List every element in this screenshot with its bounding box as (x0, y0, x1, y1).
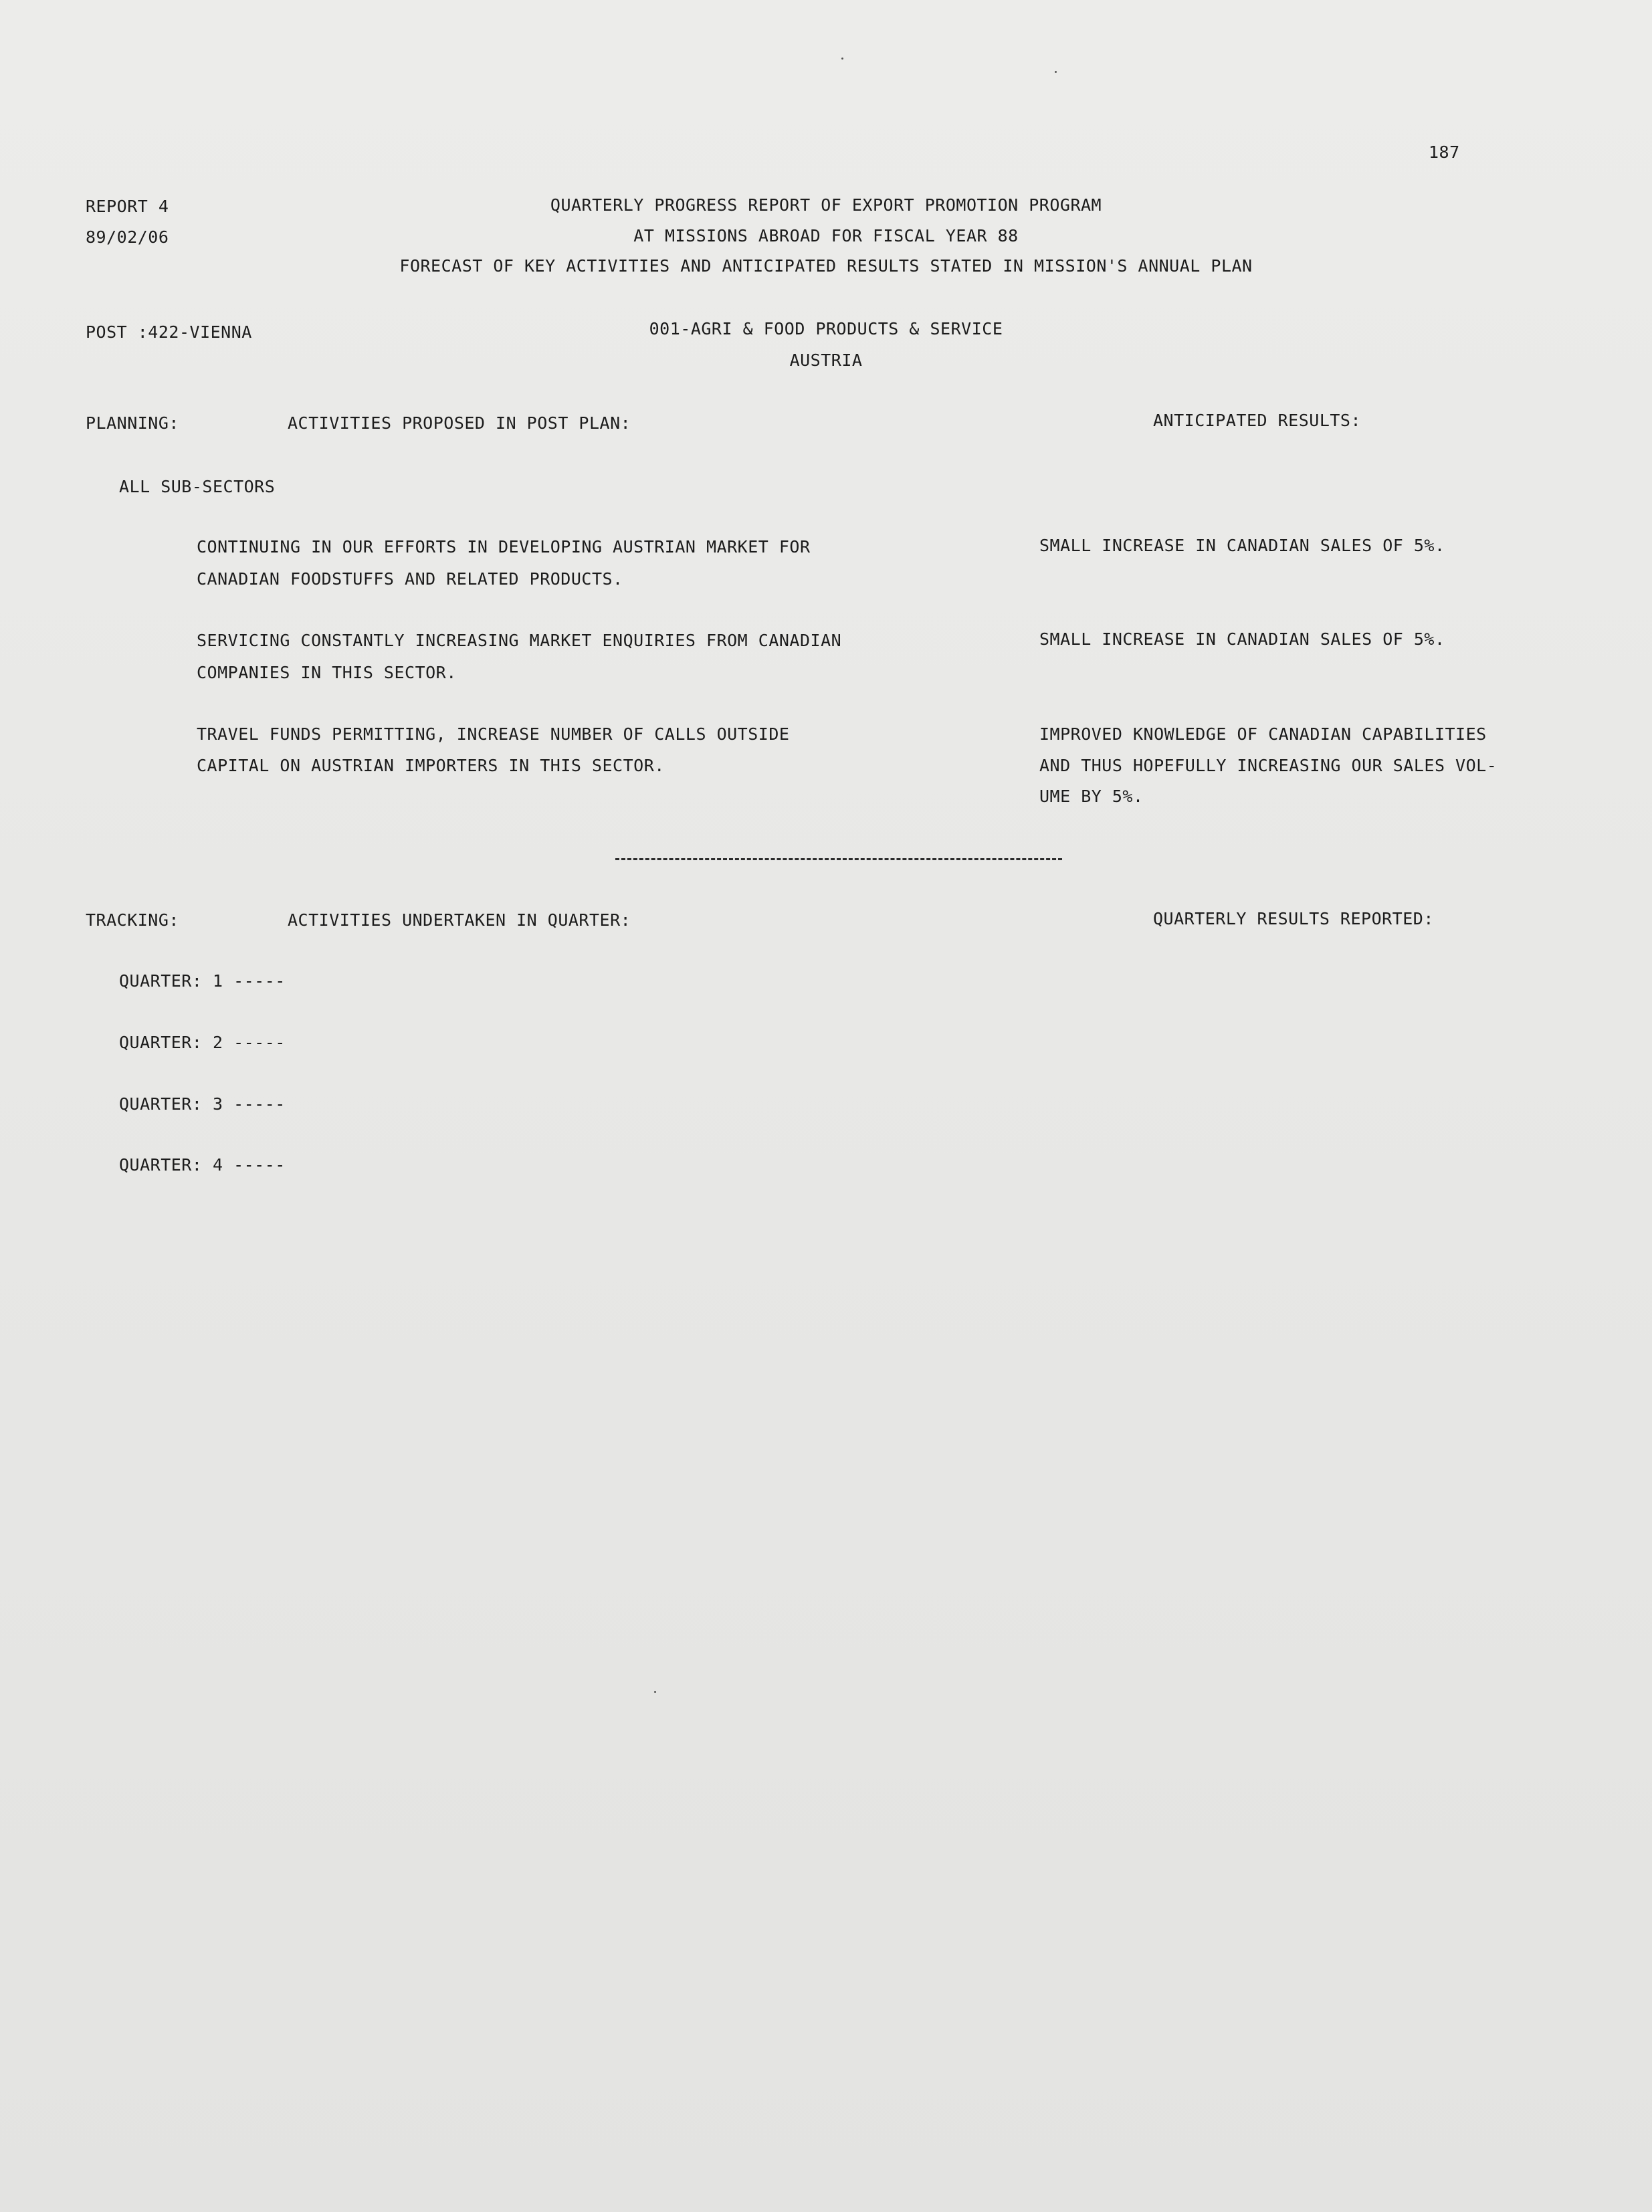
quarter-entry: QUARTER: 3 ----- (119, 1094, 286, 1114)
report-title-line-2: AT MISSIONS ABROAD FOR FISCAL YEAR 88 (633, 226, 1019, 245)
quarter-entry: QUARTER: 4 ----- (119, 1155, 286, 1175)
planning-result-line: SMALL INCREASE IN CANADIAN SALES OF 5%. (1039, 629, 1445, 649)
scan-speck (654, 1691, 656, 1693)
planning-result-line: UME BY 5%. (1039, 787, 1144, 806)
report-title-line-3: FORECAST OF KEY ACTIVITIES AND ANTICIPATED RESULTS STATED IN MISSION'S ANNUAL PLAN (399, 256, 1253, 276)
planning-results-header: ANTICIPATED RESULTS: (1153, 411, 1362, 430)
country-name: AUSTRIA (789, 350, 863, 370)
tracking-results-header: QUARTERLY RESULTS REPORTED: (1153, 909, 1434, 928)
quarter-entry: QUARTER: 1 ----- (119, 971, 286, 991)
scan-speck (841, 58, 843, 60)
tracking-activities-header: ACTIVITIES UNDERTAKEN IN QUARTER: (288, 910, 631, 930)
planning-activity-line: TRAVEL FUNDS PERMITTING, INCREASE NUMBER OF CALLS OUTSIDE (197, 724, 790, 744)
planning-activity-line: COMPANIES IN THIS SECTOR. (197, 663, 457, 682)
scan-speck (1055, 71, 1057, 73)
report-number: REPORT 4 (86, 197, 169, 216)
report-date: 89/02/06 (86, 227, 169, 247)
tracking-label: TRACKING: (86, 910, 179, 930)
planning-result-line: AND THUS HOPEFULLY INCREASING OUR SALES VOL- (1039, 756, 1498, 775)
planning-activities-header: ACTIVITIES PROPOSED IN POST PLAN: (288, 413, 631, 433)
report-title-line-1: QUARTERLY PROGRESS REPORT OF EXPORT PROMOTION PROGRAM (550, 195, 1102, 215)
planning-activity-line: SERVICING CONSTANTLY INCREASING MARKET ENQUIRIES FROM CANADIAN (197, 631, 842, 650)
planning-activity-line: CONTINUING IN OUR EFFORTS IN DEVELOPING AUSTRIAN MARKET FOR (197, 537, 811, 557)
sector-name: 001-AGRI & FOOD PRODUCTS & SERVICE (649, 319, 1003, 338)
planning-label: PLANNING: (86, 413, 179, 433)
quarter-entry: QUARTER: 2 ----- (119, 1033, 286, 1052)
planning-activity-line: CAPITAL ON AUSTRIAN IMPORTERS IN THIS SECTOR. (197, 756, 665, 775)
page-number: 187 (1429, 142, 1460, 162)
planning-result-line: IMPROVED KNOWLEDGE OF CANADIAN CAPABILITIES (1039, 724, 1487, 744)
planning-result-line: SMALL INCREASE IN CANADIAN SALES OF 5%. (1039, 536, 1445, 555)
planning-activity-line: CANADIAN FOODSTUFFS AND RELATED PRODUCTS. (197, 569, 623, 589)
post-label: POST :422-VIENNA (86, 322, 252, 342)
subsector-heading: ALL SUB-SECTORS (119, 477, 276, 496)
section-divider (615, 858, 1062, 860)
